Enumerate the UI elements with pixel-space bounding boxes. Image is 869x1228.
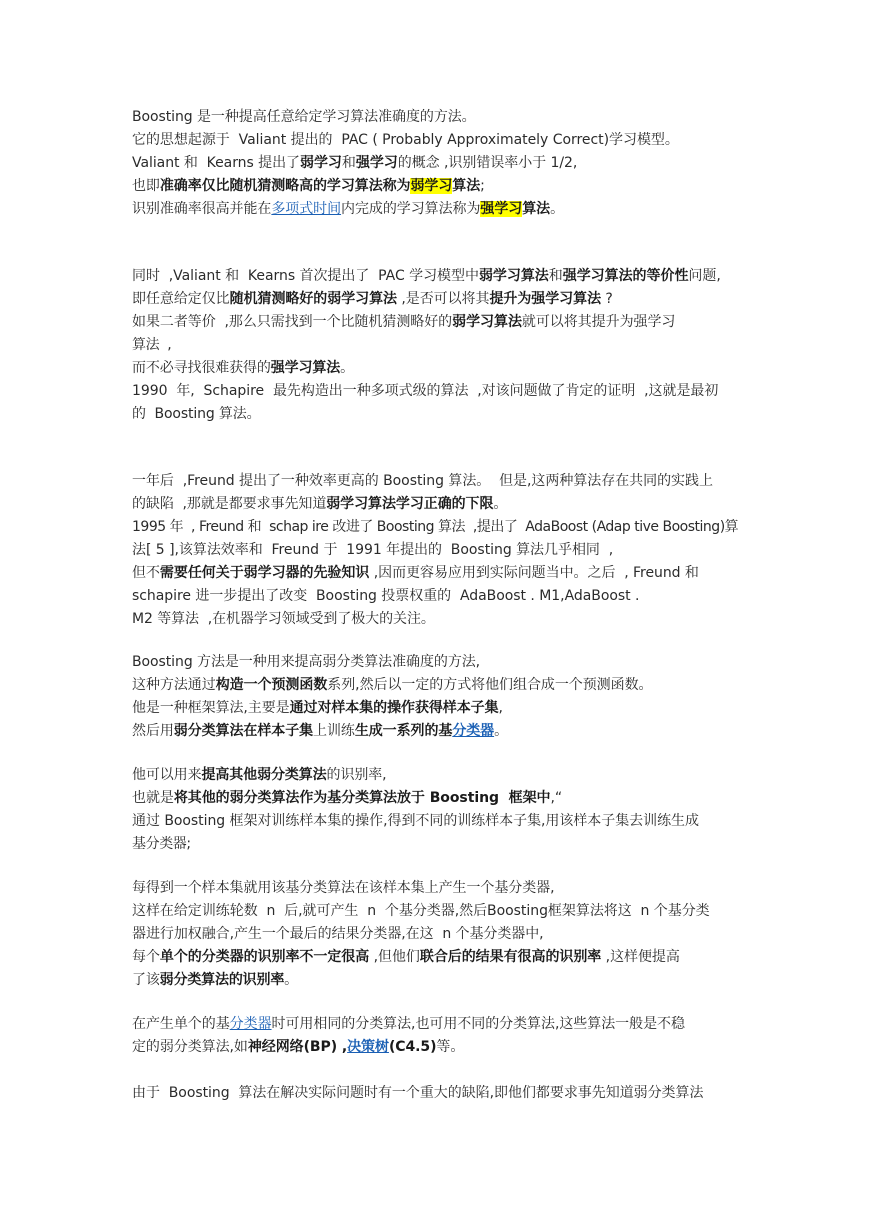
text-segment: 法[ 5 ],该算法效率和 Freund 于 1991 年提出的 Boosting 算法几乎相同 , [132, 542, 614, 558]
text-segment: 这样在给定训练轮数 n 后,就可产生 n 个基分类器,然后Boosting框架算法将这 n 个基分类 [132, 903, 710, 919]
text-segment: ,是否可以将其 [396, 291, 490, 307]
text-line [132, 311, 740, 333]
text-segment: 。 [494, 723, 509, 739]
text-line [132, 288, 740, 310]
bold-text: 提升为强学习算法 [489, 291, 602, 307]
bold-text: 弱学习 [300, 155, 342, 171]
text-segment: ; [480, 178, 485, 194]
bold-text: 算法 [452, 178, 481, 194]
text-segment: 他可以用来 [132, 767, 202, 783]
text-segment: 的 Boosting 算法。 [132, 406, 261, 422]
hyperlink[interactable]: 分类器 [229, 1016, 272, 1032]
text-segment: 就可以将其提升为强学习 [521, 314, 676, 330]
bold-text: 生成一系列的基 [354, 723, 453, 739]
text-segment: 器进行加权融合,产生一个最后的结果分类器,在这 n 个基分类器中, [132, 926, 544, 942]
text-segment: 问题, [688, 268, 721, 284]
text-line [132, 877, 740, 899]
text-segment: 每得到一个样本集就用该基分类算法在该样本集上产生一个基分类器, [132, 880, 555, 896]
text-segment: ,这样便提高 [601, 949, 680, 965]
bold-text: 将其他的弱分类算法作为基分类算法放于 Boosting 框架中 [173, 790, 551, 806]
text-segment: 同时 ,Valiant 和 Kearns 首次提出了 PAC 学习模型中 [132, 268, 479, 284]
text-segment: 的概念 ,识别错误率小于 1/2, [397, 155, 578, 171]
text-line [132, 539, 740, 561]
text-segment: 每个 [132, 949, 160, 965]
text-segment: ,因而更容易应用到实际问题当中。之后 , Freund 和 [369, 565, 699, 581]
text-line [132, 923, 740, 945]
text-line [132, 470, 740, 492]
bold-text: 随机猜测略好的弱学习算法 [229, 291, 397, 307]
bold-text: 单个的分类器的识别率不一定很高 [159, 949, 370, 965]
text-segment: 系列,然后以一定的方式将他们组合成一个预测函数。 [327, 677, 653, 693]
highlighted-text: 弱学习 [410, 178, 453, 194]
bold-text: 算法 [522, 201, 551, 217]
text-segment: 和 [548, 268, 563, 284]
text-line [132, 516, 740, 538]
text-line [132, 1036, 740, 1058]
bold-text: 强学习算法 [270, 360, 341, 376]
text-segment: M2 等算法 ,在机器学习领域受到了极大的关注。 [132, 611, 435, 627]
text-segment: 了该 [132, 972, 160, 988]
text-segment: 但不 [132, 565, 160, 581]
text-segment: 在产生单个的基 [132, 1016, 230, 1032]
text-line [132, 175, 740, 197]
text-line [132, 697, 740, 719]
text-line [132, 674, 740, 696]
text-segment: 定的弱分类算法,如 [132, 1039, 248, 1055]
bold-text: 构造一个预测函数 [215, 677, 328, 693]
text-line [132, 946, 740, 968]
text-segment: 内完成的学习算法称为 [341, 201, 481, 217]
text-segment: 如果二者等价 ,那么只需找到一个比随机猜测略好的 [132, 314, 453, 330]
text-segment: 时可用相同的分类算法,也可用不同的分类算法,这些算法一般是不稳 [271, 1016, 685, 1032]
text-line [132, 1013, 740, 1035]
text-segment: 然后用 [132, 723, 174, 739]
text-segment: 的缺陷 ,那就是都要求事先知道 [132, 496, 327, 512]
text-segment: 即任意给定仅比 [132, 291, 230, 307]
text-segment: 等。 [436, 1039, 465, 1055]
text-line [132, 787, 740, 809]
text-segment: 这种方法通过 [132, 677, 216, 693]
text-line [132, 198, 740, 220]
text-line [132, 357, 740, 379]
text-segment: 。 [550, 201, 565, 217]
text-line [132, 720, 740, 742]
text-segment: schapire 进一步提出了改变 Boosting 投票权重的 AdaBoost . M1,AdaBoost . [132, 588, 640, 604]
text-line [132, 969, 740, 991]
highlighted-text: 强学习 [480, 201, 523, 217]
text-line [132, 493, 740, 515]
text-segment: , [498, 700, 503, 716]
text-line [132, 129, 740, 151]
text-line [132, 900, 740, 922]
bold-text: (C4.5) [388, 1039, 437, 1055]
bold-text: 通过对样本集的操作获得样本子集 [289, 700, 499, 716]
text-line [132, 608, 740, 630]
text-line [132, 651, 740, 673]
text-segment: ,“ [550, 790, 563, 806]
text-segment: 和 [341, 155, 356, 171]
text-line [132, 585, 740, 607]
text-segment: 他是一种框架算法,主要是 [132, 700, 290, 716]
text-line [132, 562, 740, 584]
bold-text: 准确率仅比随机猜测略高的学习算法称为 [159, 178, 411, 194]
text-segment: Boosting 方法是一种用来提高弱分类算法准确度的方法, [132, 654, 481, 670]
text-line [132, 380, 740, 402]
bold-text: 弱分类算法在样本子集 [173, 723, 314, 739]
bold-text: 提高其他弱分类算法 [201, 767, 327, 783]
bold-text: 弱学习算法学习正确的下限 [326, 496, 494, 512]
text-segment: 的识别率, [326, 767, 387, 783]
text-segment: 1995 年 , Freund 和 schap ire 改进了 Boosting 算法 ,提出了 AdaBoost (Adap tive Boosting)算 [132, 519, 739, 535]
text-segment: 通过 Boosting 框架对训练样本集的操作,得到不同的训练样本子集,用该样本子集去训练生成 [132, 813, 699, 829]
text-segment: ? [601, 291, 613, 307]
bold-text: 需要任何关于弱学习器的先验知识 [159, 565, 370, 581]
text-line [132, 764, 740, 786]
bold-text: 联合后的结果有很高的识别率 [419, 949, 602, 965]
hyperlink[interactable]: 多项式时间 [271, 201, 342, 217]
text-line [132, 1082, 740, 1104]
text-segment: 它的思想起源于 Valiant 提出的 PAC ( Probably Approximately Correct)学习模型。 [132, 132, 679, 148]
text-segment: 上训练 [313, 723, 355, 739]
text-line [132, 403, 740, 425]
text-segment: 而不必寻找很难获得的 [132, 360, 271, 376]
text-segment: 。 [284, 972, 299, 988]
text-line [132, 810, 740, 832]
text-segment: 算法 , [132, 337, 172, 353]
text-segment: ,但他们 [369, 949, 420, 965]
text-segment: Boosting 是一种提高任意给定学习算法准确度的方法。 [132, 109, 476, 125]
text-segment: 基分类器; [132, 836, 191, 852]
text-line [132, 833, 740, 855]
text-segment: 由于 Boosting 算法在解决实际问题时有一个重大的缺陷,即他们都要求事先知道弱分类算法 [132, 1085, 704, 1101]
hyperlink[interactable]: 分类器 [452, 723, 495, 739]
text-line [132, 334, 740, 356]
text-segment: 。 [493, 496, 508, 512]
text-segment: 也即 [132, 178, 160, 194]
text-line [132, 152, 740, 174]
text-line [132, 106, 740, 128]
text-segment: 。 [340, 360, 354, 376]
bold-text: 弱学习算法 [478, 268, 549, 284]
bold-text: 强学习 [355, 155, 398, 171]
bold-text: 弱分类算法的识别率 [159, 972, 285, 988]
text-line [132, 265, 740, 287]
text-segment: 也就是 [132, 790, 174, 806]
text-segment: Valiant 和 Kearns 提出了 [132, 155, 301, 171]
hyperlink[interactable]: 决策树 [347, 1039, 389, 1055]
text-segment: 1990 年, Schapire 最先构造出一种多项式级的算法 ,对该问题做了肯定的证明 ,这就是最初 [132, 383, 719, 399]
bold-text: 弱学习算法 [452, 314, 522, 330]
bold-text: 强学习算法的等价性 [562, 268, 689, 284]
text-segment: 一年后 ,Freund 提出了一种效率更高的 Boosting 算法。 但是,这两种算法存在共同的实践上 [132, 473, 713, 489]
bold-text: 神经网络(BP) , [247, 1039, 348, 1055]
text-segment: 识别准确率很高并能在 [132, 201, 272, 217]
